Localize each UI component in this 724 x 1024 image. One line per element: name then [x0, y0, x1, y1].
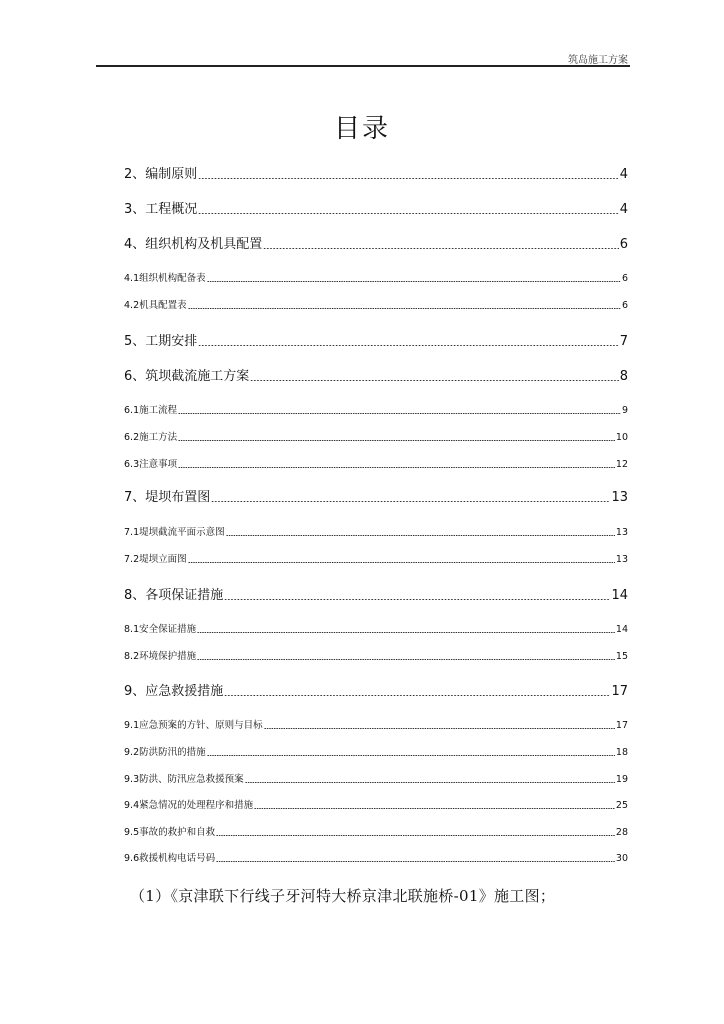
toc-entry-page: 19 — [615, 774, 628, 785]
toc-entry-label: 9.6救援机构电话号码 — [124, 853, 216, 864]
toc-dot-leader — [207, 281, 621, 282]
toc-entry-page: 25 — [615, 800, 628, 811]
toc-entry-page: 13 — [611, 490, 628, 505]
toc-entry-page: 13 — [615, 554, 628, 565]
toc-entry[interactable] — [124, 333, 628, 351]
toc-entry-label: 4.2机具配置表 — [124, 300, 187, 311]
reference-line: （1）《京津联下行线子牙河特大桥京津北联施桥-01》施工图； — [130, 887, 556, 905]
toc-entry[interactable] — [124, 526, 628, 540]
toc-entry[interactable] — [124, 236, 628, 254]
toc-entry-page: 12 — [615, 459, 628, 470]
toc-entry[interactable] — [124, 489, 628, 507]
toc-entry[interactable] — [124, 683, 628, 701]
toc-dot-leader — [250, 380, 618, 381]
toc-entry-label: 6.2施工方法 — [124, 432, 178, 443]
toc-dot-leader — [188, 308, 621, 309]
toc-entry-page: 8 — [619, 369, 628, 384]
toc-entry[interactable] — [124, 553, 628, 567]
toc-entry-label: 7.1堤坝截流平面示意图 — [124, 527, 225, 538]
toc-entry-label: 8.2环境保护措施 — [124, 651, 197, 662]
toc-entry-page: 13 — [615, 527, 628, 538]
toc-entry-page: 10 — [615, 432, 628, 443]
toc-entry-page: 6 — [619, 237, 628, 252]
toc-dot-leader — [216, 835, 615, 836]
toc-entry-label: 7.2堤坝立面图 — [124, 554, 187, 565]
toc-dot-leader — [226, 535, 615, 536]
toc-entry-page: 4 — [619, 202, 628, 217]
toc-entry-label: 4.1组织机构配备表 — [124, 273, 206, 284]
toc-entry[interactable] — [124, 458, 628, 472]
toc-dot-leader — [207, 755, 615, 756]
toc-entry[interactable] — [124, 166, 628, 184]
toc-entry[interactable] — [124, 272, 628, 286]
toc-entry-page: 17 — [611, 684, 628, 699]
toc-entry-label: 9.1应急预案的方针、原则与目标 — [124, 720, 263, 731]
toc-entry-page: 28 — [615, 827, 628, 838]
toc-entry-page: 14 — [611, 588, 628, 603]
toc-entry-page: 6 — [621, 273, 628, 284]
toc-entry[interactable] — [124, 746, 628, 760]
toc-title: 目录 — [333, 114, 390, 144]
toc-entry-page: 4 — [619, 167, 628, 182]
toc-entry-page: 17 — [615, 720, 628, 731]
toc-entry-page: 30 — [615, 853, 628, 864]
toc-entry[interactable] — [124, 852, 628, 866]
toc-dot-leader — [216, 861, 615, 862]
toc-dot-leader — [188, 562, 615, 563]
toc-entry[interactable] — [124, 431, 628, 445]
toc-dot-leader — [211, 501, 610, 502]
toc-entry-label: 9.5事故的救护和自救 — [124, 827, 216, 838]
toc-entry-label: 6.1施工流程 — [124, 405, 178, 416]
toc-entry[interactable] — [124, 773, 628, 787]
toc-entry-label: 6.3注意事项 — [124, 459, 178, 470]
toc-dot-leader — [178, 413, 621, 414]
toc-dot-leader — [245, 782, 615, 783]
toc-entry[interactable] — [124, 201, 628, 219]
toc-entry-label: 9、应急救援措施 — [124, 684, 224, 699]
toc-dot-leader — [197, 632, 615, 633]
toc-entry[interactable] — [124, 719, 628, 733]
toc-entry-label: 9.3防洪、防汛应急救援预案 — [124, 774, 244, 785]
toc-dot-leader — [224, 599, 610, 600]
toc-entry-label: 7、堤坝布置图 — [124, 490, 211, 505]
toc-entry-label: 5、工期安排 — [124, 334, 198, 349]
toc-entry[interactable] — [124, 650, 628, 664]
toc-dot-leader — [264, 728, 615, 729]
toc-entry[interactable] — [124, 368, 628, 386]
toc-entry-page: 6 — [621, 300, 628, 311]
toc-dot-leader — [254, 808, 615, 809]
header-divider — [96, 65, 630, 67]
toc-dot-leader — [263, 248, 618, 249]
toc-entry-page: 15 — [615, 651, 628, 662]
toc-dot-leader — [224, 695, 610, 696]
toc-entry-label: 2、编制原则 — [124, 167, 198, 182]
toc-entry-page: 7 — [619, 334, 628, 349]
toc-entry[interactable] — [124, 587, 628, 605]
toc-entry-label: 8、各项保证措施 — [124, 588, 224, 603]
toc-entry-label: 6、筑坝截流施工方案 — [124, 369, 250, 384]
toc-entry-label: 8.1安全保证措施 — [124, 624, 197, 635]
toc-entry[interactable] — [124, 799, 628, 813]
toc-entry[interactable] — [124, 826, 628, 840]
toc-entry-label: 9.4紧急情况的处理程序和措施 — [124, 800, 254, 811]
toc-dot-leader — [198, 213, 618, 214]
toc-entry-label: 9.2防洪防汛的措施 — [124, 747, 206, 758]
toc-dot-leader — [198, 178, 618, 179]
toc-entry-page: 14 — [615, 624, 628, 635]
toc-entry-page: 18 — [615, 747, 628, 758]
toc-entry-label: 4、组织机构及机具配置 — [124, 237, 263, 252]
toc-entry[interactable] — [124, 404, 628, 418]
toc-entry-label: 3、工程概况 — [124, 202, 198, 217]
toc-entry-page: 9 — [621, 405, 628, 416]
toc-entry[interactable] — [124, 299, 628, 313]
toc-dot-leader — [197, 659, 615, 660]
header-title: 筑岛施工方案 — [568, 55, 628, 66]
toc-entry[interactable] — [124, 623, 628, 637]
toc-dot-leader — [178, 440, 615, 441]
toc-dot-leader — [178, 467, 615, 468]
toc-dot-leader — [198, 345, 618, 346]
